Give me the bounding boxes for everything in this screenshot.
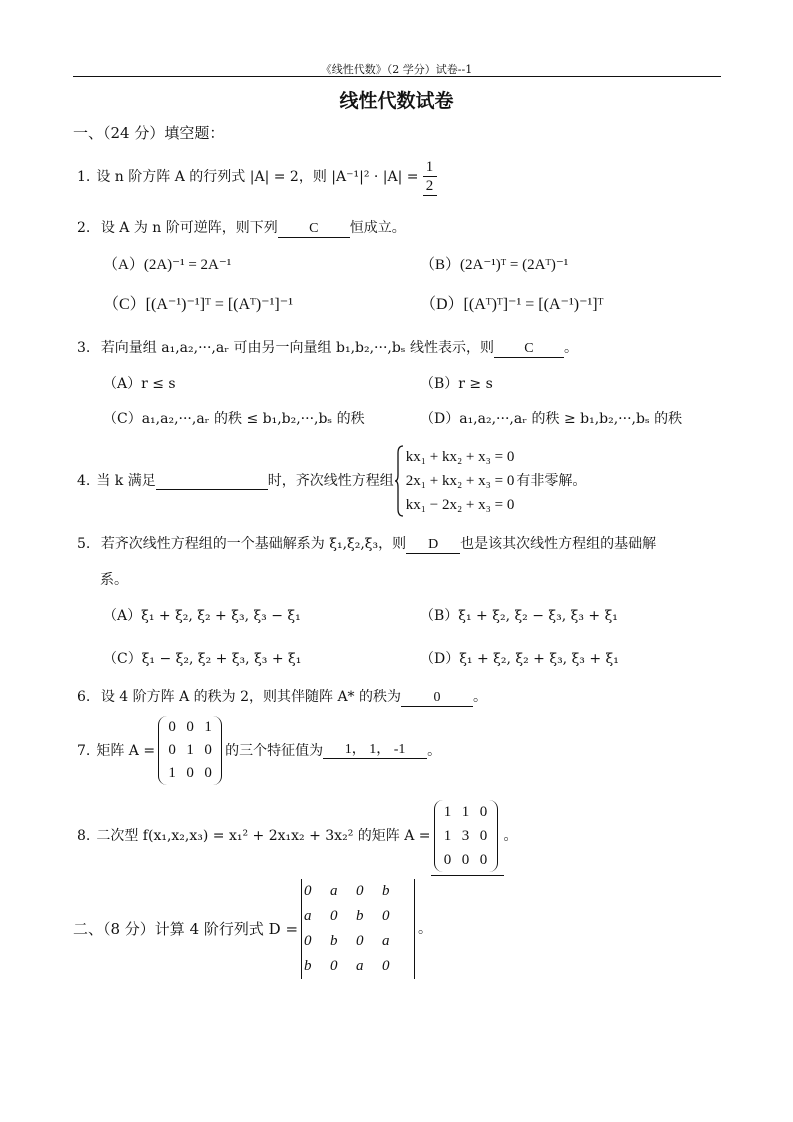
matrix-cell: 0 — [330, 908, 338, 924]
q3-option-b: （B）r ≥ s — [420, 376, 493, 392]
q2-number: 2. — [77, 220, 91, 236]
q1-answer-denominator: 2 — [423, 177, 437, 196]
q4-line — [77, 445, 586, 517]
q4-equation-system — [406, 445, 515, 517]
matrix-cell: 0 — [304, 883, 312, 899]
matrix-cell: 0 — [204, 765, 212, 781]
matrix-cell: 0 — [186, 765, 194, 781]
q2-option-d: （D）[(Aᵀ)ᵀ]⁻¹ = [(A⁻¹)⁻¹]ᵀ — [420, 296, 604, 313]
matrix-cell: 0 — [356, 933, 364, 949]
q5-answer-blank[interactable]: D — [406, 537, 460, 554]
q5-option-d: （D）ξ₁ + ξ₂, ξ₂ + ξ₃, ξ₃ + ξ₁ — [420, 651, 619, 667]
matrix-cell: b — [382, 883, 390, 899]
matrix-cell: 1 — [443, 828, 452, 844]
q5-text-after: 也是该其次线性方程组的基础解 — [460, 536, 657, 552]
q7-answer-blank[interactable]: 1， 1， -1 — [323, 742, 427, 759]
q7-text: 矩阵 A = — [96, 742, 156, 759]
q4-number: 4. — [77, 473, 91, 489]
q6-answer-blank[interactable]: 0 — [401, 690, 473, 707]
q5-number: 5. — [77, 536, 91, 552]
q8-answer-matrix[interactable] — [434, 800, 498, 872]
q8-line — [77, 796, 518, 876]
q7-text-after: 。 — [427, 742, 442, 759]
section2-text-after: 。 — [418, 921, 433, 937]
q1-line — [77, 158, 437, 196]
q7-line — [77, 716, 441, 785]
running-header: 《线性代数》（2 学分）试卷--1 — [320, 63, 473, 76]
matrix-cell: 0 — [382, 908, 390, 924]
section2-determinant — [301, 879, 415, 979]
q3-line — [77, 339, 578, 358]
header-rule — [73, 76, 721, 77]
q3-option-c: （C）a₁,a₂,···,aᵣ 的秩 ≤ b₁,b₂,···,bₛ 的秩 — [103, 411, 365, 427]
q6-text-after: 。 — [473, 689, 487, 705]
matrix-cell: 0 — [168, 719, 176, 735]
matrix-cell: 0 — [304, 933, 312, 949]
q1-text: 设 n 阶方阵 A 的行列式 |A| = 2，则 |A⁻¹|² · |A| = — [96, 169, 419, 185]
q8-text: 二次型 f(x₁,x₂,x₃) = x₁² + 2x₁x₂ + 3x₂² 的矩阵 A = — [96, 828, 431, 844]
q4-text-mid: 时，齐次线性方程组 — [267, 473, 394, 489]
q5-option-b: （B）ξ₁ + ξ₂, ξ₂ − ξ₃, ξ₃ + ξ₁ — [420, 608, 618, 624]
q5-option-a: （A）ξ₁ + ξ₂, ξ₂ + ξ₃, ξ₃ − ξ₁ — [103, 608, 301, 624]
matrix-cell: a — [356, 958, 364, 974]
q8-number: 8. — [77, 828, 91, 844]
matrix-cell: b — [304, 958, 312, 974]
q4-answer-blank[interactable] — [156, 473, 268, 490]
q7-text-mid: 的三个特征值为 — [225, 742, 324, 759]
q2-line — [77, 219, 406, 238]
left-brace-icon — [394, 445, 404, 517]
q4-text-after: 有非零解。 — [516, 473, 587, 489]
matrix-cell: b — [330, 933, 338, 949]
matrix-cell: 0 — [443, 852, 452, 868]
matrix-cell: 0 — [168, 742, 176, 758]
matrix-cell: 0 — [479, 804, 488, 820]
matrix-cell: 0 — [204, 742, 212, 758]
q2-text-after: 恒成立。 — [349, 220, 406, 236]
matrix-cell: 1 — [461, 804, 470, 820]
q2-option-b: （B）(2A⁻¹)ᵀ = (2Aᵀ)⁻¹ — [420, 257, 569, 273]
matrix-cell: 0 — [461, 852, 470, 868]
q3-answer-blank[interactable]: C — [494, 341, 564, 358]
matrix-cell: 0 — [382, 958, 390, 974]
q5-text-wrap: 系。 — [100, 572, 128, 588]
q6-line — [77, 688, 487, 707]
page-title: 线性代数试卷 — [339, 90, 454, 112]
matrix-cell: 1 — [443, 804, 452, 820]
q5-line — [77, 535, 656, 554]
q4-equation-1: kx₁ + kx₂ + x₃ = 0 — [405, 449, 515, 465]
matrix-cell: 0 — [479, 852, 488, 868]
q3-option-a: （A）r ≤ s — [103, 376, 176, 392]
matrix-cell: b — [356, 908, 364, 924]
q4-equation-2: 2x₁ + kx₂ + x₃ = 0 — [405, 473, 515, 489]
matrix-cell: 0 — [356, 883, 364, 899]
q1-number: 1. — [77, 169, 91, 185]
q5-text: 若齐次线性方程组的一个基础解系为 ξ₁,ξ₂,ξ₃，则 — [100, 536, 407, 552]
q4-equation-3: kx₁ − 2x₂ + x₃ = 0 — [405, 497, 515, 513]
q2-answer-blank[interactable]: C — [278, 221, 350, 238]
q8-answer-underline — [431, 800, 504, 876]
q1-answer — [423, 158, 437, 196]
matrix-cell: 0 — [330, 958, 338, 974]
q6-number: 6. — [77, 689, 91, 705]
matrix-cell: 0 — [479, 828, 488, 844]
q2-text: 设 A 为 n 阶可逆阵，则下列 — [100, 220, 278, 236]
q3-text: 若向量组 a₁,a₂,···,aᵣ 可由另一向量组 b₁,b₂,···,bₛ 线性表示，则 — [100, 340, 494, 356]
q3-number: 3. — [77, 340, 91, 356]
q5-option-c: （C）ξ₁ − ξ₂, ξ₂ + ξ₃, ξ₃ + ξ₁ — [103, 651, 302, 667]
section2-line — [73, 879, 432, 979]
q8-text-after: 。 — [503, 828, 518, 844]
matrix-cell: 0 — [186, 719, 194, 735]
matrix-cell: a — [304, 908, 312, 924]
q4-text: 当 k 满足 — [96, 473, 156, 489]
matrix-cell: a — [382, 933, 390, 949]
q2-option-a: （A）(2A)⁻¹ = 2A⁻¹ — [103, 257, 232, 273]
matrix-cell: a — [330, 883, 338, 899]
q7-matrix — [158, 716, 222, 785]
section2-heading: 二、（8 分）计算 4 阶行列式 D = — [73, 920, 299, 938]
section1-heading: 一、（24 分）填空题： — [73, 124, 225, 142]
q1-answer-numerator: 1 — [423, 158, 437, 177]
matrix-cell: 1 — [204, 719, 212, 735]
matrix-cell: 3 — [461, 828, 470, 844]
q2-option-c: （C）[(A⁻¹)⁻¹]ᵀ = [(Aᵀ)⁻¹]⁻¹ — [103, 296, 293, 313]
q7-number: 7. — [77, 742, 91, 759]
matrix-cell: 1 — [186, 742, 194, 758]
q3-option-d: （D）a₁,a₂,···,aᵣ 的秩 ≥ b₁,b₂,···,bₛ 的秩 — [420, 411, 683, 427]
q3-text-after: 。 — [563, 340, 578, 356]
q6-text: 设 4 阶方阵 A 的秩为 2，则其伴随阵 A* 的秩为 — [100, 689, 401, 705]
matrix-cell: 1 — [168, 765, 176, 781]
